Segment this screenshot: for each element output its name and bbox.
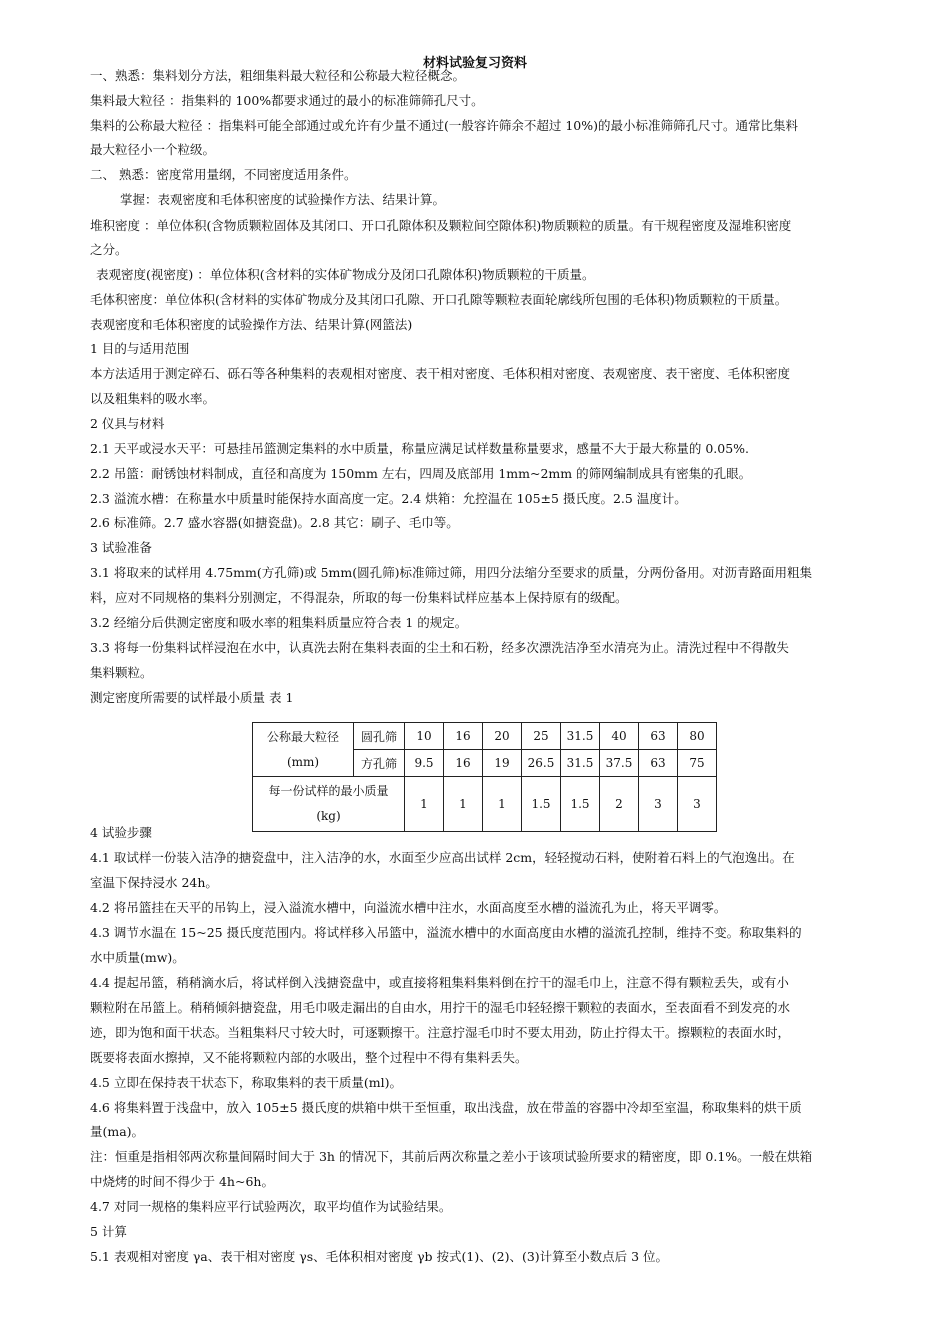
text-line: 1 目的与适用范围 [90, 341, 190, 356]
table-cell: 26.5 [522, 750, 561, 777]
text-line: 颗粒附在吊篮上。稍稍倾斜搪瓷盘，用毛巾吸走漏出的自由水，用拧干的湿毛巾轻轻擦干颗粒的表面水，至表面看不到发亮的水 [90, 1000, 791, 1015]
text-line: 3.2 经缩分后供测定密度和吸水率的粗集料质量应符合表 1 的规定。 [90, 615, 468, 630]
text-line: 5 计算 [90, 1224, 127, 1239]
text-line: 之分。 [90, 242, 128, 257]
text-line: 2.3 溢流水槽：在称量水中质量时能保持水面高度一定。2.4 烘箱：允控温在 105±5 摄氏度。2.5 温度计。 [90, 491, 687, 506]
table-mass-unit: (kg) [316, 809, 341, 823]
table-header-unit: (mm) [286, 754, 320, 769]
table-cell: 3 [639, 777, 678, 832]
text-line: 以及粗集料的吸水率。 [90, 391, 216, 406]
text-line: 4.6 将集料置于浅盘中，放入 105±5 摄氏度的烘箱中烘干至恒重，取出浅盘，放在带盖的容器中冷却至室温，称取集料的烘干质 [90, 1100, 802, 1115]
table-mass-label-cell [253, 777, 405, 832]
table-cell: 31.5 [561, 750, 600, 777]
table-cell: 16 [444, 723, 483, 750]
table-cell: 80 [678, 723, 717, 750]
table-cell: 1 [405, 777, 444, 832]
table-row [253, 777, 717, 832]
table-cell: 9.5 [405, 750, 444, 777]
table-cell: 75 [678, 750, 717, 777]
table-subheader-round: 圆孔筛 [354, 723, 405, 750]
table-cell: 20 [483, 723, 522, 750]
text-line: 集料颗粒。 [90, 665, 153, 680]
table-subheader-square: 方孔筛 [354, 750, 405, 777]
table-cell: 63 [639, 750, 678, 777]
text-line: 表观密度(视密度) ：单位体积(含材料的实体矿物成分及闭口孔隙体积)物质颗粒的干质量。 [96, 267, 595, 282]
table-cell: 16 [444, 750, 483, 777]
text-line: 一、熟悉：集料划分方法，粗细集料最大粒径和公称最大粒径概念。 [90, 68, 466, 83]
text-line: 4.2 将吊篮挂在天平的吊钩上，浸入溢流水槽中，向溢流水槽中注水，水面高度至水槽的溢流孔为止，将天平调零。 [90, 900, 727, 915]
text-line: 集料最大粒径 ：指集料的 100%都要求通过的最小的标准筛筛孔尺寸。 [90, 93, 484, 108]
text-line: 室温下保持浸水 24h。 [90, 875, 218, 890]
table-cell: 25 [522, 723, 561, 750]
text-line: 迹，即为饱和面干状态。当粗集料尺寸较大时，可逐颗擦干。注意拧湿毛巾时不要太用劲，防止拧得太干。擦颗粒的表面水时， [90, 1025, 791, 1040]
text-line: 2.2 吊篮：耐锈蚀材料制成，直径和高度为 150mm 左右，四周及底部用 1mm~2mm 的筛网编制成具有密集的孔眼。 [90, 466, 752, 481]
text-line: 4.1 取试样一份装入洁净的搪瓷盘中，注入洁净的水，水面至少应高出试样 2cm，轻轻搅动石料，使附着石料上的气泡逸出。在 [90, 850, 795, 865]
table-header-cell [253, 723, 354, 777]
text-line: 3 试验准备 [90, 540, 152, 555]
sample-mass-table [252, 722, 717, 832]
text-line: 二、 熟悉：密度常用量纲，不同密度适用条件。 [90, 167, 357, 182]
text-line: 水中质量(mw)。 [90, 950, 185, 965]
table-cell: 1 [444, 777, 483, 832]
text-line: 测定密度所需要的试样最小质量 表 1 [90, 690, 294, 705]
text-line: 既要将表面水擦掉，又不能将颗粒内部的水吸出，整个过程中不得有集料丢失。 [90, 1050, 528, 1065]
table-cell: 1.5 [522, 777, 561, 832]
table-cell: 19 [483, 750, 522, 777]
text-line: 本方法适用于测定碎石、砾石等各种集料的表观相对密度、表干相对密度、毛体积相对密度、表观密度、表干密度、毛体积密度 [90, 366, 791, 381]
text-line: 2.1 天平或浸水天平：可悬挂吊篮测定集料的水中质量，称量应满足试样数量称量要求，感量不大于最大称量的 0.05%. [90, 441, 750, 456]
table-row [253, 723, 717, 750]
table-cell: 10 [405, 723, 444, 750]
table-cell: 2 [600, 777, 639, 832]
document-title: 材料试验复习资料 [422, 56, 527, 71]
table-cell: 3 [678, 777, 717, 832]
text-line: 2.6 标准筛。2.7 盛水容器(如搪瓷盘)。2.8 其它：刷子、毛巾等。 [90, 515, 459, 530]
table-cell: 31.5 [561, 723, 600, 750]
text-line: 4.3 调节水温在 15~25 摄氏度范围内。将试样移入吊篮中，溢流水槽中的水面高度由水槽的溢流孔控制，维持不变。称取集料的 [90, 925, 802, 940]
table-cell: 63 [639, 723, 678, 750]
text-line: 堆积密度 ：单位体积(含物质颗粒固体及其闭口、开口孔隙体积及颗粒间空隙体积)物质颗粒的质量。有干规程密度及湿堆积密度 [90, 218, 792, 233]
text-line: 料，应对不同规格的集料分别测定，不得混杂，所取的每一份集料试样应基本上保持原有的级配。 [90, 590, 628, 605]
text-line: 注：恒重是指相邻两次称量间隔时间大于 3h 的情况下，其前后两次称量之差小于该项试验所要求的精密度，即 0.1%。一般在烘箱 [90, 1149, 813, 1164]
table-mass-label: 每一份试样的最小质量 [268, 784, 389, 798]
table-cell: 40 [600, 723, 639, 750]
table-cell: 1 [483, 777, 522, 832]
text-line: 5.1 表观相对密度 γa、表干相对密度 γs、毛体积相对密度 γb 按式(1)、(2)、(3)计算至小数点后 3 位。 [90, 1249, 669, 1264]
table-cell: 1.5 [561, 777, 600, 832]
text-line: 中烧烤的时间不得少于 4h~6h。 [90, 1174, 274, 1189]
text-line: 表观密度和毛体积密度的试验操作方法、结果计算(网篮法) [90, 317, 413, 332]
text-line: 量(ma)。 [90, 1124, 145, 1139]
text-line: 3.1 将取来的试样用 4.75mm(方孔筛)或 5mm(圆孔筛)标准筛过筛，用四分法缩分至要求的质量，分两份备用。对沥青路面用粗集 [90, 565, 813, 580]
text-line: 4 试验步骤 [90, 825, 152, 840]
table-header-text: 公称最大粒径 [266, 729, 339, 744]
text-line: 毛体积密度：单位体积(含材料的实体矿物成分及其闭口孔隙、开口孔隙等颗粒表面轮廓线所包围的毛体积)物质颗粒的干质量。 [90, 292, 788, 307]
text-line: 最大粒径小一个粒级。 [90, 142, 216, 157]
table-cell: 37.5 [600, 750, 639, 777]
text-line: 掌握：表观密度和毛体积密度的试验操作方法、结果计算。 [120, 192, 446, 207]
text-line: 2 仪具与材料 [90, 416, 165, 431]
text-line: 4.7 对同一规格的集料应平行试验两次，取平均值作为试验结果。 [90, 1199, 452, 1214]
text-line: 4.4 提起吊篮，稍稍滴水后，将试样倒入浅搪瓷盘中，或直接将粗集料集料倒在拧干的湿毛巾上，注意不得有颗粒丢失，或有小 [90, 975, 789, 990]
text-line: 集料的公称最大粒径 ：指集料可能全部通过或允许有少量不通过(一般容许筛余不超过 10%)的最小标准筛筛孔尺寸。通常比集料 [90, 118, 798, 133]
text-line: 3.3 将每一份集料试样浸泡在水中，认真洗去附在集料表面的尘土和石粉，经多次漂洗洁净至水清亮为止。清洗过程中不得散失 [90, 640, 789, 655]
text-line: 4.5 立即在保持表干状态下，称取集料的表干质量(ml)。 [90, 1075, 402, 1090]
